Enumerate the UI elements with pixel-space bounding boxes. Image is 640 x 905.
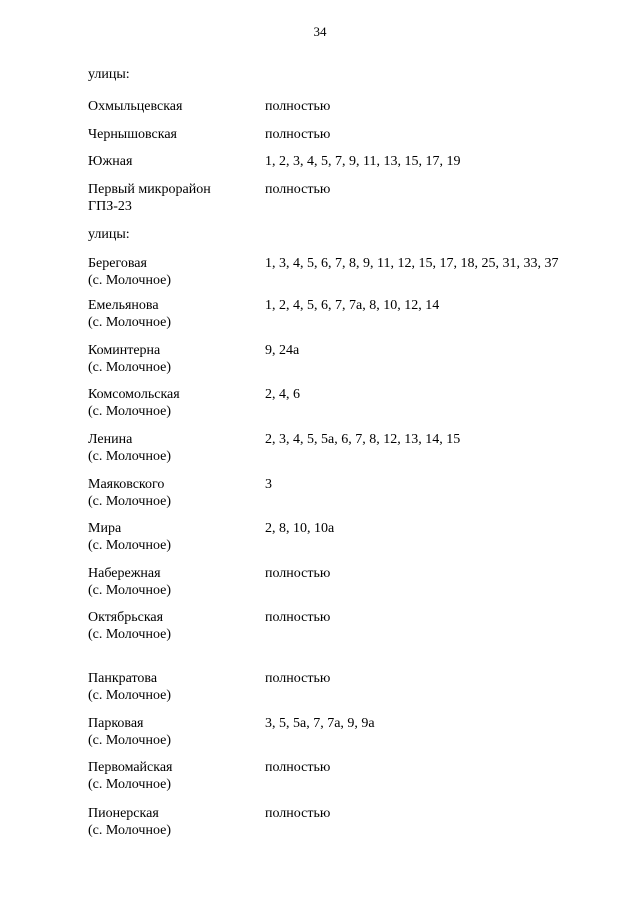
street-name: Чернышовская: [88, 127, 177, 142]
house-numbers: полностью: [265, 566, 331, 581]
house-numbers: 1, 2, 4, 5, 6, 7, 7а, 8, 10, 12, 14: [265, 298, 440, 313]
house-numbers: 2, 3, 4, 5, 5а, 6, 7, 8, 12, 13, 14, 15: [265, 432, 461, 447]
street-locality: (с. Молочное): [88, 273, 171, 288]
house-numbers: полностью: [265, 671, 331, 686]
street-locality: (с. Молочное): [88, 583, 171, 598]
street-name: Набережная: [88, 566, 161, 581]
house-numbers: 2, 8, 10, 10а: [265, 521, 335, 536]
street-locality: (с. Молочное): [88, 494, 171, 509]
house-numbers: полностью: [265, 99, 331, 114]
house-numbers: 9, 24а: [265, 343, 300, 358]
street-name: Маяковского: [88, 477, 165, 492]
street-locality: (с. Молочное): [88, 404, 171, 419]
house-numbers: полностью: [265, 806, 331, 821]
street-name: Ленина: [88, 432, 133, 447]
street-locality: (с. Молочное): [88, 733, 171, 748]
street-name: Первый микрорайон: [88, 182, 211, 197]
street-name: Емельянова: [88, 298, 159, 313]
house-numbers: 2, 4, 6: [265, 387, 300, 402]
street-name: Мира: [88, 521, 122, 536]
street-locality: (с. Молочное): [88, 360, 171, 375]
street-name: Панкратова: [88, 671, 158, 686]
street-locality: (с. Молочное): [88, 777, 171, 792]
house-numbers: полностью: [265, 610, 331, 625]
house-numbers: 3: [265, 477, 272, 492]
street-name-line2: ГПЗ-23: [88, 199, 132, 214]
street-name: Парковая: [88, 716, 144, 731]
street-name: Береговая: [88, 256, 147, 271]
street-name: Охмыльцевская: [88, 99, 183, 114]
house-numbers: 1, 3, 4, 5, 6, 7, 8, 9, 11, 12, 15, 17, 18, 25, 31, 33, 37: [265, 256, 559, 271]
street-locality: (с. Молочное): [88, 823, 171, 838]
street-name: Коминтерна: [88, 343, 161, 358]
street-name: Южная: [88, 154, 133, 169]
section-heading: улицы:: [88, 67, 130, 82]
house-numbers: 1, 2, 3, 4, 5, 7, 9, 11, 13, 15, 17, 19: [265, 154, 461, 169]
street-name: Пионерская: [88, 806, 159, 821]
street-locality: (с. Молочное): [88, 627, 171, 642]
section-heading: улицы:: [88, 227, 130, 242]
page-number: 34: [313, 24, 327, 39]
house-numbers: полностью: [265, 127, 331, 142]
house-numbers: 3, 5, 5а, 7, 7а, 9, 9а: [265, 716, 375, 731]
street-name: Первомайская: [88, 760, 173, 775]
street-name: Октябрьская: [88, 610, 164, 625]
house-numbers: полностью: [265, 182, 331, 197]
street-locality: (с. Молочное): [88, 538, 171, 553]
street-name: Комсомольская: [88, 387, 180, 402]
street-locality: (с. Молочное): [88, 315, 171, 330]
street-locality: (с. Молочное): [88, 449, 171, 464]
house-numbers: полностью: [265, 760, 331, 775]
street-locality: (с. Молочное): [88, 688, 171, 703]
